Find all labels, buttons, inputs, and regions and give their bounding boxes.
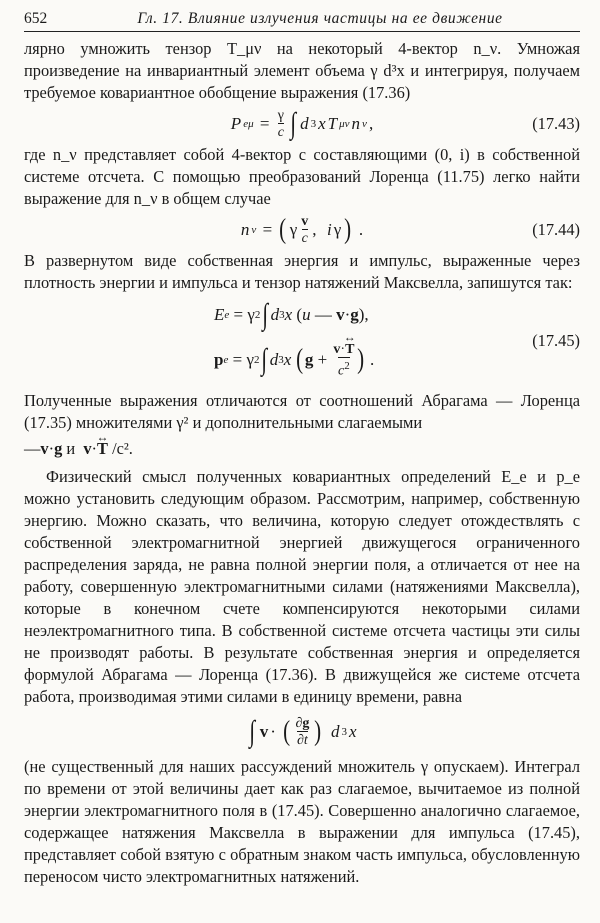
paragraph-4-end: —v·g и v·↔ T /c². — [24, 438, 580, 460]
equation-17-45 — [24, 294, 580, 390]
page — [24, 10, 580, 888]
paragraph-5: Физический смысл полученных ковариантных определений E_e и p_e можно установить следующим образом. Рассмотрим, например, собственную энергию. Можно сказать, что величина, которую следует отождествлять с собственной электромагнитной энергией движущегося ограниченного распределения заряда, не равна полной энергии поля, а отличается от нее на работу, совершенную электромагнитными силами (натяжениями Максвелла), которые в конечном счете компенсируются некоторыми силами неэлектромагнитного типа. В собственной системе отсчета частицы эти силы не производят работы. В результате собственная энергия и определяется формулой Абрагама — Лоренца (17.36). В движущейся же системе отсчета работа, производимая этими силами в единицу времени, равна — [24, 467, 580, 706]
equation-formula: ∫ v · ( $\frac{\partial g}{\partial t}$ ) d 3 x — [249, 715, 357, 748]
equation-number: (17.44) — [532, 220, 580, 239]
momentum-formula: p e = γ 2 ∫ d 3 x ( g + $\frac{v\cdot\leftrightarrow T}{c^2}$ ) . — [214, 342, 374, 379]
work-integral — [24, 708, 580, 756]
page-number: 652 — [24, 10, 48, 27]
paragraph-4-tail: /c². — [112, 439, 133, 458]
equation-formula: P eμ = $\frac{\gamma}{c}$ ∫ d 3 x T μν n ν , — [230, 107, 374, 140]
equation-number: (17.45) — [532, 331, 580, 350]
equation-formula: n ν = ( γ $\frac{v}{c}$ , i γ ) . — [240, 214, 364, 246]
equation-17-44 — [24, 210, 580, 250]
paragraph-3: В развернутом виде собственная энергия и импульс, выраженные через плотность энергии и импульса и тензор натяжений Максвелла, запишутся так: — [24, 251, 580, 292]
chapter-title: Гл. 17. Влияние излучения частицы на ее движение — [137, 10, 503, 27]
paragraph-4-text: Полученные выражения отличаются от соотношений Абрагама — Лоренца (17.35) множителями γ² и дополнительными слагаемыми — [24, 391, 580, 432]
energy-formula: E e = γ 2 ∫ d 3 x ( u — v · g ), — [214, 298, 369, 331]
running-header — [24, 10, 580, 32]
equation-number: (17.43) — [532, 114, 580, 133]
body-text — [24, 38, 580, 888]
equation-17-43 — [24, 104, 580, 144]
paragraph-2: где n_ν представляет собой 4-вектор с составляющими (0, i) в собственной системе отсчета. С помощью преобразований Лоренца (11.75) легко найти выражение для n_ν в общем случае — [24, 145, 580, 208]
paragraph-6: (не существенный для наших рассуждений множитель γ опускаем). Интеграл по времени от этой величины дает как раз слагаемое, вычитаемое из полной энергии электромагнитного поля в (17.45). Совершенно аналогично слагаемое, содержащее натяжения Максвелла в выражении для импульса (17.45), представляет собой взятую с обратным знаком часть импульса, обусловленную переносом чисто электромагнитных натяжений. — [24, 757, 580, 886]
paragraph-1: лярно умножить тензор T_μν на некоторый 4-вектор n_ν. Умножая произведение на инвариантный элемент объема γ d³x и интегрируя, получаем требуемое ковариантное обобщение выражения (17.36) — [24, 39, 580, 102]
